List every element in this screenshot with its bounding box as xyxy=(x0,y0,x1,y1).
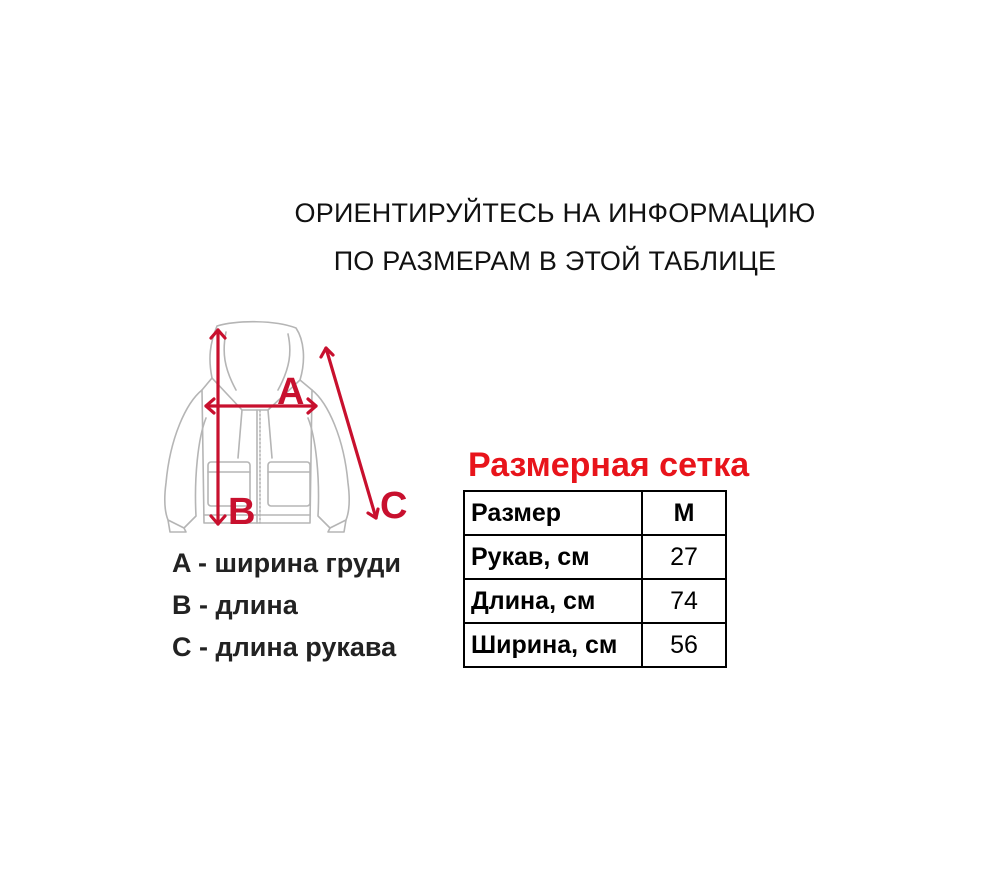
row-value: 74 xyxy=(642,579,726,623)
row-value: 56 xyxy=(642,623,726,667)
header-cell-size: Размер xyxy=(464,491,642,535)
jacket-diagram xyxy=(150,318,420,540)
label-a: A xyxy=(277,371,305,413)
heading-line-1: ОРИЕНТИРУЙТЕСЬ НА ИНФОРМАЦИЮ xyxy=(294,198,816,228)
size-grid-title: Размерная сетка xyxy=(468,446,750,484)
header-cell-m: M xyxy=(642,491,726,535)
size-table xyxy=(463,490,727,668)
row-value: 27 xyxy=(642,535,726,579)
table-row xyxy=(464,623,726,667)
legend-length: B - длина xyxy=(172,590,298,620)
label-b: B xyxy=(228,491,256,533)
label-c: C xyxy=(380,485,408,527)
table-row xyxy=(464,535,726,579)
row-label: Длина, см xyxy=(464,579,642,623)
table-header-row xyxy=(464,491,726,535)
legend-chest-width: A - ширина груди xyxy=(172,548,401,578)
row-label: Рукав, см xyxy=(464,535,642,579)
row-label: Ширина, см xyxy=(464,623,642,667)
legend-sleeve-length: C - длина рукава xyxy=(172,632,397,662)
table-row xyxy=(464,579,726,623)
heading-line-2: ПО РАЗМЕРАМ В ЭТОЙ ТАБЛИЦЕ xyxy=(333,246,777,276)
